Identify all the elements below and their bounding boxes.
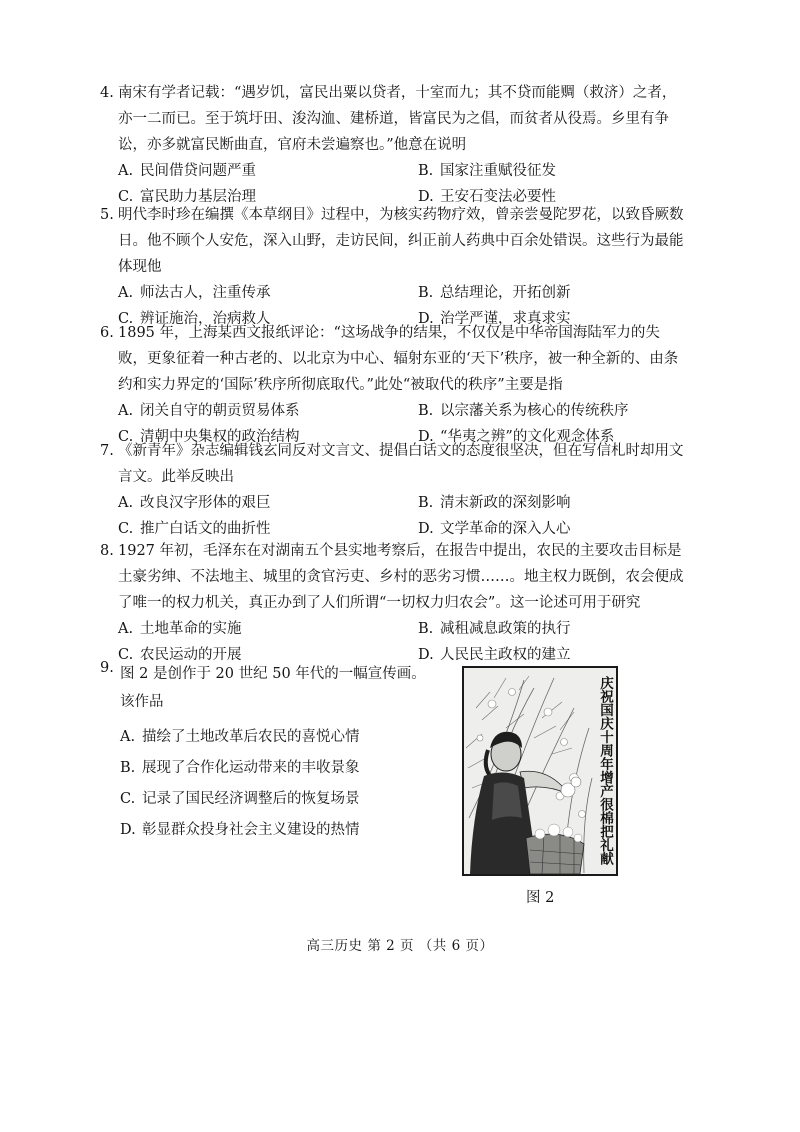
question-stem: 1895 年，上海某西文报纸评论：“这场战争的结果，不仅仅是中华帝国海陆军力的失败，更象征着一种古老的、以北京为中心、辐射东亚的‘天下’秩序，被一种全新的、由条约和实力界定的‘国际’秩序所彻底取代。”此处“被取代的秩序”主要是指 xyxy=(118,325,679,393)
question-7 xyxy=(100,438,688,542)
option-b: B. 清末新政的深刻影响 xyxy=(418,495,571,511)
question-stem: 1927 年初，毛泽东在对湖南五个县实地考察后，在报告中提出，农民的主要攻击目标是土豪劣绅、不法地主、城里的贪官污吏、乡村的恶劣习惯……。地主权力既倒，农会便成了唯一的权力机关，真正办到了人们所谓“一切权力归农会”。这一论述可用于研究 xyxy=(118,543,684,611)
figure-caption: 图 2 xyxy=(526,890,555,906)
option-d: D. 王安石变法必要性 xyxy=(418,189,556,205)
question-stem: 南宋有学者记载：“遇岁饥，富民出粟以贷者，十室而九；其不贷而能赒（救济）之者，亦一二而已。至于筑圩田、浚沟洫、建桥道，皆富民为之倡，而贫者从役焉。乡里有争讼，亦多就富民断曲直，官府未尝遍察也。”他意在说明 xyxy=(118,85,677,153)
option-b: B. 减租减息政策的执行 xyxy=(418,621,571,637)
option-b: B. 总结理论，开拓创新 xyxy=(418,285,571,301)
option-a: A. 土地革命的实施 xyxy=(118,621,242,637)
poster-slogan: 庆祝国庆十周年增产很棉把礼献 xyxy=(597,676,613,865)
question-number: 8. xyxy=(100,543,114,559)
option-c: C. 富民助力基层治理 xyxy=(118,189,256,205)
question-number: 6. xyxy=(100,325,114,341)
option-c: C. 推广白话文的曲折性 xyxy=(118,521,271,537)
option-d: D. “华夷之辨”的文化观念体系 xyxy=(418,429,615,445)
question-stem-continued: 该作品 xyxy=(120,694,164,710)
option-d: D. 治学严谨，求真求实 xyxy=(418,311,571,327)
option-d: D. 人民民主政权的建立 xyxy=(418,647,571,663)
option-c: C. 辨证施治，治病救人 xyxy=(118,311,271,327)
question-number: 5. xyxy=(100,207,114,223)
question-number: 7. xyxy=(100,443,114,459)
question-4 xyxy=(100,80,688,210)
question-8 xyxy=(100,538,688,668)
option-a: A. 改良汉字形体的艰巨 xyxy=(118,495,271,511)
question-number: 4. xyxy=(100,85,114,101)
question-stem: 图 2 是创作于 20 世纪 50 年代的一幅宣传画。 xyxy=(120,666,426,682)
option-c: C. 农民运动的开展 xyxy=(118,647,242,663)
question-6 xyxy=(100,320,688,450)
option-a: A. 民间借贷问题严重 xyxy=(118,163,256,179)
option-a: A. 师法古人，注重传承 xyxy=(118,285,271,301)
question-stem: 《新青年》杂志编辑钱玄同反对文言文、提倡白话文的态度很坚决，但在写信札时却用文言文。此举反映出 xyxy=(118,443,684,485)
question-5 xyxy=(100,202,688,332)
option-d: D. 彰显群众投身社会主义建设的热情 xyxy=(120,822,360,838)
propaganda-poster-figure xyxy=(462,666,618,876)
option-c: C. 记录了国民经济调整后的恢复场景 xyxy=(120,791,360,807)
option-a: A. 描绘了土地改革后农民的喜悦心情 xyxy=(120,729,360,745)
option-b: B. 展现了合作化运动带来的丰收景象 xyxy=(120,760,360,776)
page-footer: 高三历史 第 2 页 （共 6 页） xyxy=(306,938,494,954)
option-b: B. 国家注重赋役征发 xyxy=(418,163,556,179)
question-number: 9. xyxy=(100,660,114,676)
options xyxy=(118,490,688,542)
question-stem: 明代李时珍在编撰《本草纲目》过程中，为核实药物疗效，曾亲尝曼陀罗花，以致昏厥数日。他不顾个人安危，深入山野，走访民间，纠正前人药典中百余处错误。这些行为最能体现他 xyxy=(118,207,684,275)
option-c: C. 清朝中央集权的政治结构 xyxy=(118,429,300,445)
option-b: B. 以宗藩关系为核心的传统秩序 xyxy=(418,403,629,419)
option-d: D. 文学革命的深入人心 xyxy=(418,521,571,537)
option-a: A. 闭关自守的朝贡贸易体系 xyxy=(118,403,300,419)
question-9 xyxy=(100,660,450,846)
